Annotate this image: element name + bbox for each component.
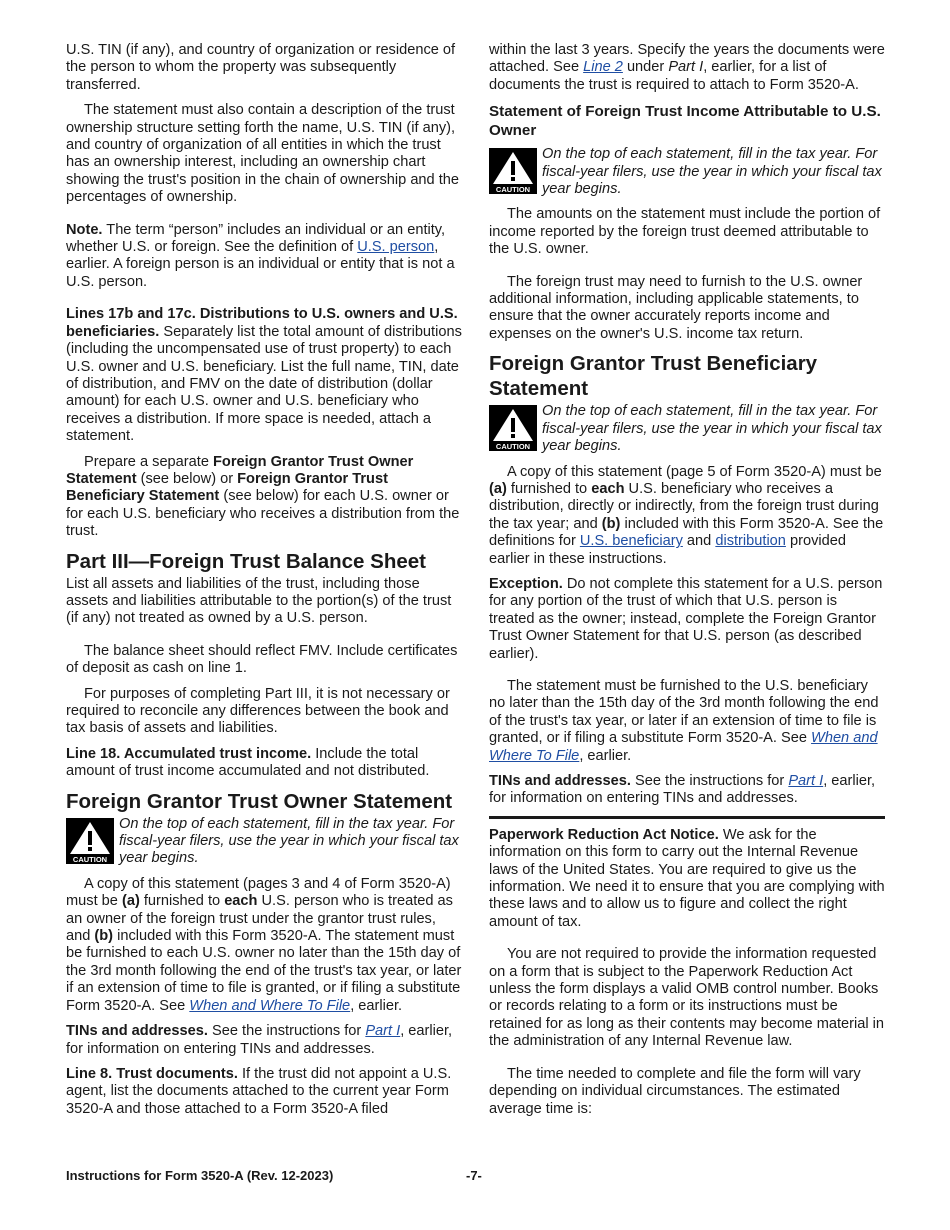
- copy-paragraph: A copy of this statement (pages 3 and 4 of Form 3520-A) must be (a) furnished to each U.S. person who is treated as an owner of the foreign trust under the grantor trust rules, and (b) included with this Form 3520-A. The statement must be furnished to each U.S. owner no later than the 15th day of the 3rd month following the end of the trust's tax year, or later if an extension of time to file is granted, or if filing a substitute Form 3520-A. See When and Where To File, earlier.: [66, 875, 462, 1014]
- paragraph: within the last 3 years. Specify the years the documents were attached. See Line 2 under Part I, earlier, for a list of documents the trust is required to attach to Form 3520-A.: [489, 42, 885, 93]
- line-18-label: Line 18. Accumulated trust income.: [66, 745, 312, 762]
- svg-text:CAUTION: CAUTION: [495, 185, 531, 195]
- beneficiary-statement-heading: Foreign Grantor Trust Beneficiary Statement: [489, 352, 818, 401]
- exception-label: Exception.: [489, 575, 563, 592]
- line-18-paragraph: Line 18. Accumulated trust income. Include the total amount of trust income accumulated and not distributed.: [66, 745, 430, 780]
- note-label: Note.: [66, 221, 103, 238]
- when-where-to-file-link[interactable]: When and Where To File: [489, 730, 878, 764]
- caution-text: On the top of each statement, fill in the tax year. For fiscal-year filers, use the year in which your fiscal tax year begins.: [542, 146, 882, 198]
- caution-icon: [489, 405, 537, 451]
- line-8-paragraph: Line 8. Trust documents. If the trust did not appoint a U.S. agent, list the documents attached to the current year Form 3520-A and those attached to a Form 3520-A filed: [66, 1065, 452, 1117]
- distribution-link[interactable]: distribution: [715, 533, 786, 550]
- caution-text: On the top of each statement, fill in the tax year. For fiscal-year filers, use the year in which your fiscal tax year begins.: [542, 403, 882, 455]
- tins-paragraph: TINs and addresses. See the instructions for Part I, earlier, for information on entering TINs and addresses.: [66, 1023, 453, 1057]
- right-column: [489, 42, 885, 1126]
- copy-paragraph: A copy of this statement (page 5 of Form 3520-A) must be (a) furnished to each U.S. beneficiary who receives a distribution, directly or indirectly, from the foreign trust during the tax year; and (b) included with this Form 3520-A. See the definitions for U.S. beneficiary and distribution provided earlier in these instructions.: [489, 463, 884, 567]
- paperwork-paragraph: Paperwork Reduction Act Notice. We ask for the information on this form to carry out the Internal Revenue laws of the United States. You are required to give us the information. We need it to ensure that you are complying with these laws and to allow us to figure and collect the right amount of tax.: [489, 826, 885, 930]
- income-statement-heading: Statement of Foreign Trust Income Attributable to U.S. Owner: [489, 103, 881, 140]
- us-beneficiary-link[interactable]: U.S. beneficiary: [579, 533, 683, 550]
- tins-label: TINs and addresses.: [489, 773, 631, 789]
- prepare-paragraph: Prepare a separate Foreign Grantor Trust Owner Statement (see below) or Foreign Grantor Trust Beneficiary Statement (see below) for each U.S. owner or for each U.S. beneficiary who receives a distribution from the trust.: [66, 453, 460, 540]
- note-paragraph: Note. The term “person” includes an individual or an entity, whether U.S. or foreign. See the definition of U.S. person, earlier. A foreign person is an individual or entity that is not a U.S. person.: [66, 221, 455, 290]
- caution-icon: [489, 148, 537, 194]
- lines-17-paragraph: Lines 17b and 17c. Distributions to U.S. owners and U.S. beneficiaries. Separately list the total amount of distributions (including the uncompensated use of trust property) to each U.S. owner and U.S. beneficiary. List the full name, TIN, date of distribution, and FMV on the date of distribution (dollar amount) for each U.S. owner and U.S. beneficiary who receives a distribution. If more space is needed, attach a statement.: [66, 306, 462, 445]
- caution-text: On the top of each statement, fill in the tax year. For fiscal-year filers, use the year in which your fiscal tax year begins.: [119, 815, 459, 867]
- part-iii-heading: Part III—Foreign Trust Balance Sheet: [66, 549, 426, 573]
- page-number: -7-: [466, 1168, 482, 1183]
- paragraph: You are not required to provide the information requested on a form that is subject to the Paperwork Reduction Act unless the form displays a valid OMB control number. Books or records relating to a form or its instructions must be retained for as long as their contents may become material in the administration of any Internal Revenue law.: [489, 946, 885, 1050]
- caution-note: [489, 403, 885, 455]
- part-i-link[interactable]: Part I: [365, 1023, 401, 1040]
- paragraph: U.S. TIN (if any), and country of organization or residence of the person to whom the property was subsequently transferred.: [66, 42, 456, 93]
- paragraph: The time needed to complete and file the form will vary depending on individual circumstances. The estimated average time is:: [489, 1065, 861, 1117]
- paragraph: For purposes of completing Part III, it is not necessary or required to reconcile any differences between the book and tax basis of assets and liabilities.: [66, 685, 450, 737]
- deadline-paragraph: The statement must be furnished to the U.S. beneficiary no later than the 15th day of the 3rd month following the end of the trust's tax year, or later if an extension of time to file is granted, or if filing a substitute Form 3520-A. See When and Where To File, earlier.: [489, 677, 879, 764]
- left-column: [66, 42, 462, 1126]
- caution-note: [489, 146, 885, 198]
- tins-label: TINs and addresses.: [66, 1023, 208, 1040]
- svg-text:CAUTION: CAUTION: [495, 442, 531, 452]
- part-i-link[interactable]: Part I: [788, 773, 824, 789]
- paragraph: The balance sheet should reflect FMV. Include certificates of deposit as cash on line 1.: [66, 642, 458, 677]
- paragraph: The statement must also contain a description of the trust ownership structure setting forth the name, U.S. TIN (if any), and country of organization of all entities in which the trust has an ownership interest, including an ownership chart showing the trust's position in the chain of ownership and the percentages of ownership.: [66, 102, 460, 206]
- section-divider: [489, 816, 885, 819]
- exception-paragraph: Exception. Do not complete this statement for a U.S. person for any portion of the trust of which that U.S. person is treated as the owner; instead, complete the Foreign Grantor Trust Owner Statement for that U.S. person (as described earlier).: [489, 575, 883, 662]
- us-person-link[interactable]: U.S. person: [357, 239, 435, 256]
- paragraph: The foreign trust may need to furnish to the U.S. owner additional information, including applicable statements, to ensure that the owner accurately reports income and expenses on the owner's U.S. income tax return.: [489, 273, 863, 342]
- line-8-label: Line 8. Trust documents.: [66, 1065, 238, 1082]
- caution-note: [66, 816, 462, 868]
- when-where-to-file-link[interactable]: When and Where To File: [189, 997, 351, 1014]
- owner-statement-heading: Foreign Grantor Trust Owner Statement: [66, 789, 453, 813]
- line-2-link[interactable]: Line 2: [583, 59, 623, 76]
- paragraph: The amounts on the statement must include the portion of income reported by the foreign trust deemed attributable to the U.S. owner.: [489, 206, 881, 258]
- paragraph: List all assets and liabilities of the trust, including those assets and liabilities attributable to the portion(s) of the trust (if any) not treated as owned by a U.S. person.: [66, 575, 452, 627]
- paperwork-label: Paperwork Reduction Act Notice.: [489, 826, 719, 843]
- lines-17-label: Lines 17b and 17c. Distributions to U.S. owners and U.S. beneficiaries.: [66, 306, 458, 340]
- caution-icon: [66, 818, 114, 864]
- tins-paragraph: TINs and addresses. See the instructions for Part I, earlier, for information on entering TINs and addresses.: [489, 773, 876, 807]
- footer-form-title: Instructions for Form 3520-A (Rev. 12-2023): [66, 1168, 334, 1183]
- svg-text:CAUTION: CAUTION: [72, 854, 108, 864]
